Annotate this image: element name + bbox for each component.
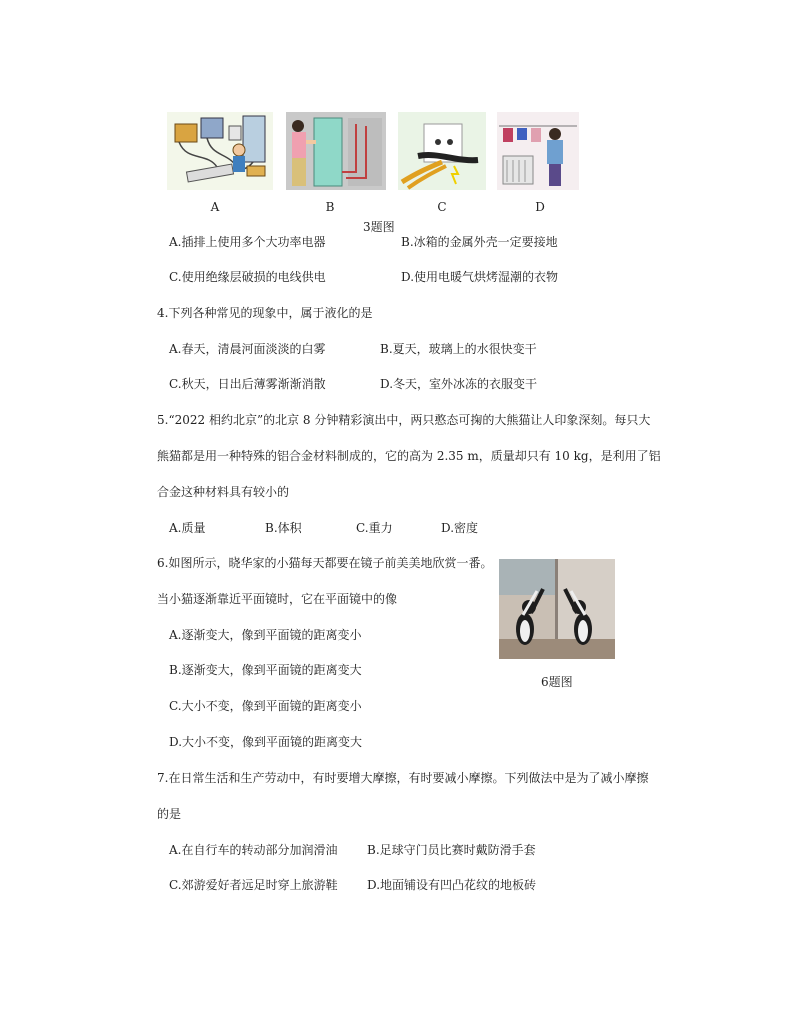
q5-option-a: A.质量	[169, 521, 206, 535]
q4-option-c: C.秋天，日出后薄雾渐渐消散	[169, 377, 326, 391]
q3-image-a	[167, 112, 273, 190]
q3-option-c: C.使用绝缘层破损的电线供电	[169, 270, 326, 284]
q3-option-b: B.冰箱的金属外壳一定要接地	[401, 235, 558, 249]
q6-option-c: C.大小不变，像到平面镜的距离变小	[169, 699, 362, 713]
q3-image-c	[398, 112, 486, 190]
q5-option-b: B.体积	[265, 521, 302, 535]
q7-stem-line-2: 的是	[157, 807, 182, 821]
q4-stem: 4.下列各种常见的现象中，属于液化的是	[157, 306, 373, 320]
q4-option-d: D.冬天，室外冰冻的衣服变干	[380, 377, 538, 391]
q7-option-a: A.在自行车的转动部分加润滑油	[169, 843, 338, 857]
q6-cat-mirror-photo	[499, 559, 615, 659]
q5-stem-line-3: 合金这种材料具有较小的	[157, 485, 290, 499]
q5-stem-line-1: 5.“2022 相约北京”的北京 8 分钟精彩演出中，两只憨态可掬的大熊猫让人印象深刻。每只大	[157, 413, 651, 427]
q5-option-c: C.重力	[356, 521, 393, 535]
q6-caption: 6题图	[541, 675, 573, 689]
q3-image-b	[286, 112, 386, 190]
q3-option-d: D.使用电暖气烘烤湿潮的衣物	[401, 270, 559, 284]
q6-option-d: D.大小不变，像到平面镜的距离变大	[169, 735, 363, 749]
q6-option-a: A.逐渐变大，像到平面镜的距离变小	[169, 628, 362, 642]
q7-stem-line-1: 7.在日常生活和生产劳动中，有时要增大摩擦，有时要减小摩擦。下列做法中是为了减小摩擦	[157, 771, 649, 785]
q3-label-c: C	[437, 200, 447, 214]
q7-option-d: D.地面铺设有凹凸花纹的地板砖	[367, 878, 537, 892]
q6-option-b: B.逐渐变大，像到平面镜的距离变大	[169, 663, 362, 677]
q7-option-b: B.足球守门员比赛时戴防滑手套	[367, 843, 536, 857]
q5-stem-line-2: 熊猫都是用一种特殊的铝合金材料制成的，它的高为 2.35 m，质量却只有 10 kg，是利用了铝	[157, 449, 661, 463]
q3-label-d: D	[535, 200, 545, 214]
q5-option-d: D.密度	[441, 521, 479, 535]
q3-option-a: A.插排上使用多个大功率电器	[169, 235, 326, 249]
q3-label-b: B	[325, 200, 335, 214]
q6-stem-line-1: 6.如图所示，晓华家的小猫每天都要在镜子前美美地欣赏一番。	[157, 556, 493, 570]
q3-caption: 3题图	[363, 220, 395, 234]
q6-stem-line-2: 当小猫逐渐靠近平面镜时，它在平面镜中的像	[157, 592, 398, 606]
q3-image-d	[497, 112, 579, 190]
q3-label-a: A	[210, 200, 220, 214]
q7-option-c: C.郊游爱好者远足时穿上旅游鞋	[169, 878, 338, 892]
q4-option-b: B.夏天，玻璃上的水很快变干	[380, 342, 537, 356]
q4-option-a: A.春天，清晨河面淡淡的白雾	[169, 342, 326, 356]
